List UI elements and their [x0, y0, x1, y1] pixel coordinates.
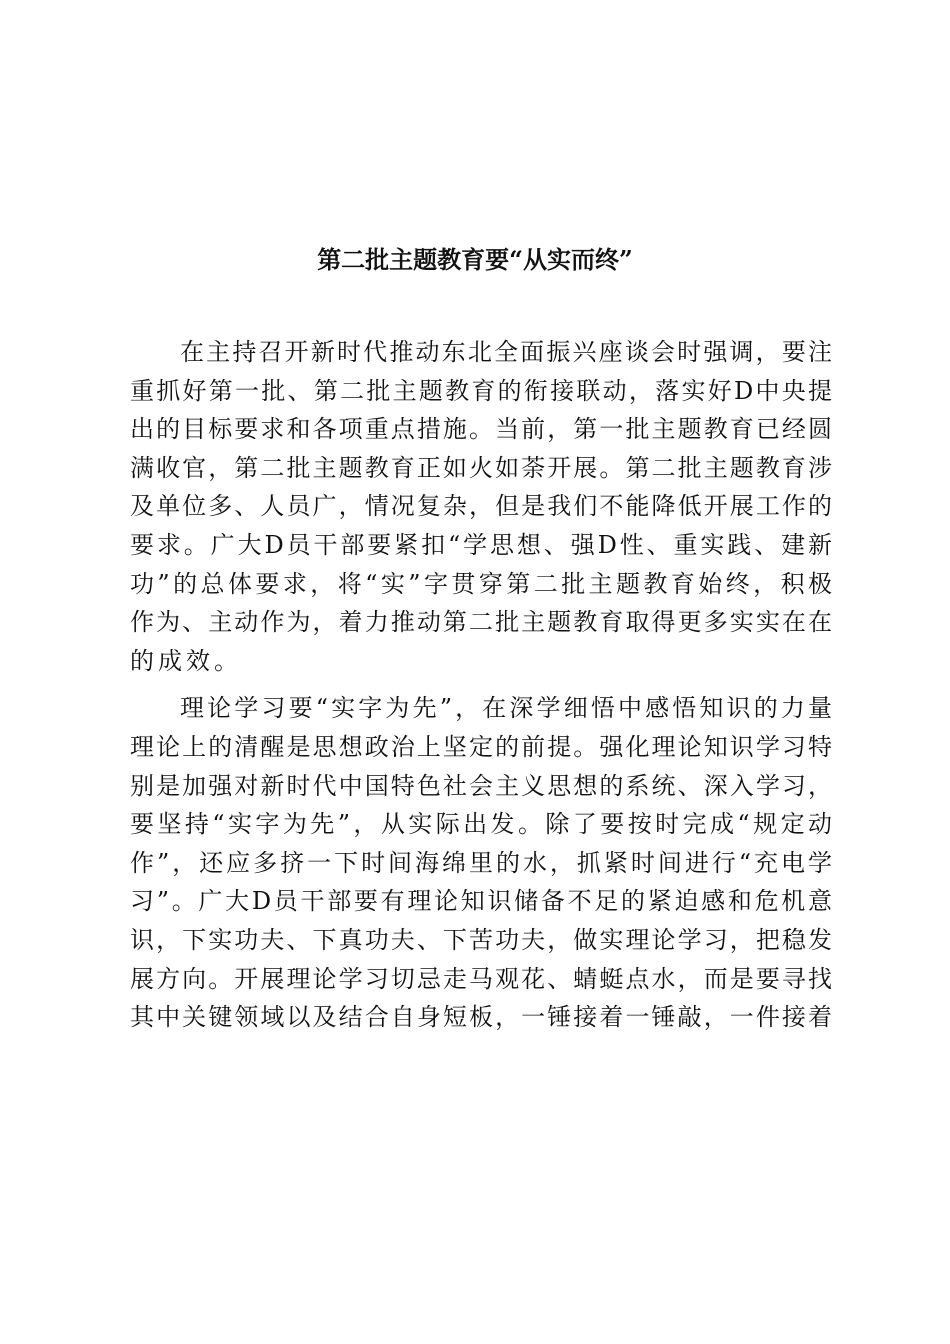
paragraph-spacer: [130, 680, 832, 689]
paragraph-line: 展方向。开展理论学习切忌走马观花、蜻蜓点水，而是要寻找: [130, 964, 832, 993]
paragraph-line: 习”。广大D员干部要有理论知识储备不足的紧迫感和危机意: [130, 887, 832, 916]
paragraph-line: 识，下实功夫、下真功夫、下苦功夫，做实理论学习，把稳发: [130, 925, 832, 954]
paragraph-line: 理论上的清醒是思想政治上坚定的前提。强化理论知识学习特: [130, 732, 832, 761]
paragraph-line: 要坚持“实字为先”，从实际出发。除了要按时完成“规定动: [130, 810, 832, 839]
paragraph-line: 其中关键领域以及结合自身短板，一锤接着一锤敲，一件接着: [130, 1003, 832, 1032]
paragraph-line: 作为、主动作为，着力推动第二批主题教育取得更多实实在在: [130, 608, 832, 637]
paragraph-line: 别是加强对新时代中国特色社会主义思想的系统、深入学习，: [130, 771, 832, 800]
paragraph-line: 满收官，第二批主题教育正如火如荼开展。第二批主题教育涉: [130, 453, 832, 482]
document-body: [130, 333, 832, 1037]
paragraph-line: 在主持召开新时代推动东北全面振兴座谈会时强调，要注: [180, 338, 832, 366]
paragraph-1: [130, 333, 832, 680]
paragraph-line: 功”的总体要求，将“实”字贯穿第二批主题教育始终，积极: [130, 569, 832, 598]
paragraph-line: 及单位多、人员广，情况复杂，但是我们不能降低开展工作的: [130, 492, 832, 521]
paragraph-line: 要求。广大D员干部要紧扣“学思想、强D性、重实践、建新: [130, 530, 832, 559]
paragraph-line: 出的目标要求和各项重点措施。当前，第一批主题教育已经圆: [130, 415, 832, 444]
paragraph-line: 重抓好第一批、第二批主题教育的衔接联动，落实好D中央提: [130, 376, 832, 405]
paragraph-2: [130, 689, 832, 1036]
document-title: 第二批主题教育要“从实而终”: [317, 245, 633, 274]
paragraph-line: 理论学习要“实字为先”，在深学细悟中感悟知识的力量: [180, 694, 832, 723]
paragraph-line: 的成效。: [130, 646, 242, 675]
paragraph-line: 作”，还应多挤一下时间海绵里的水，抓紧时间进行“充电学: [130, 848, 832, 877]
